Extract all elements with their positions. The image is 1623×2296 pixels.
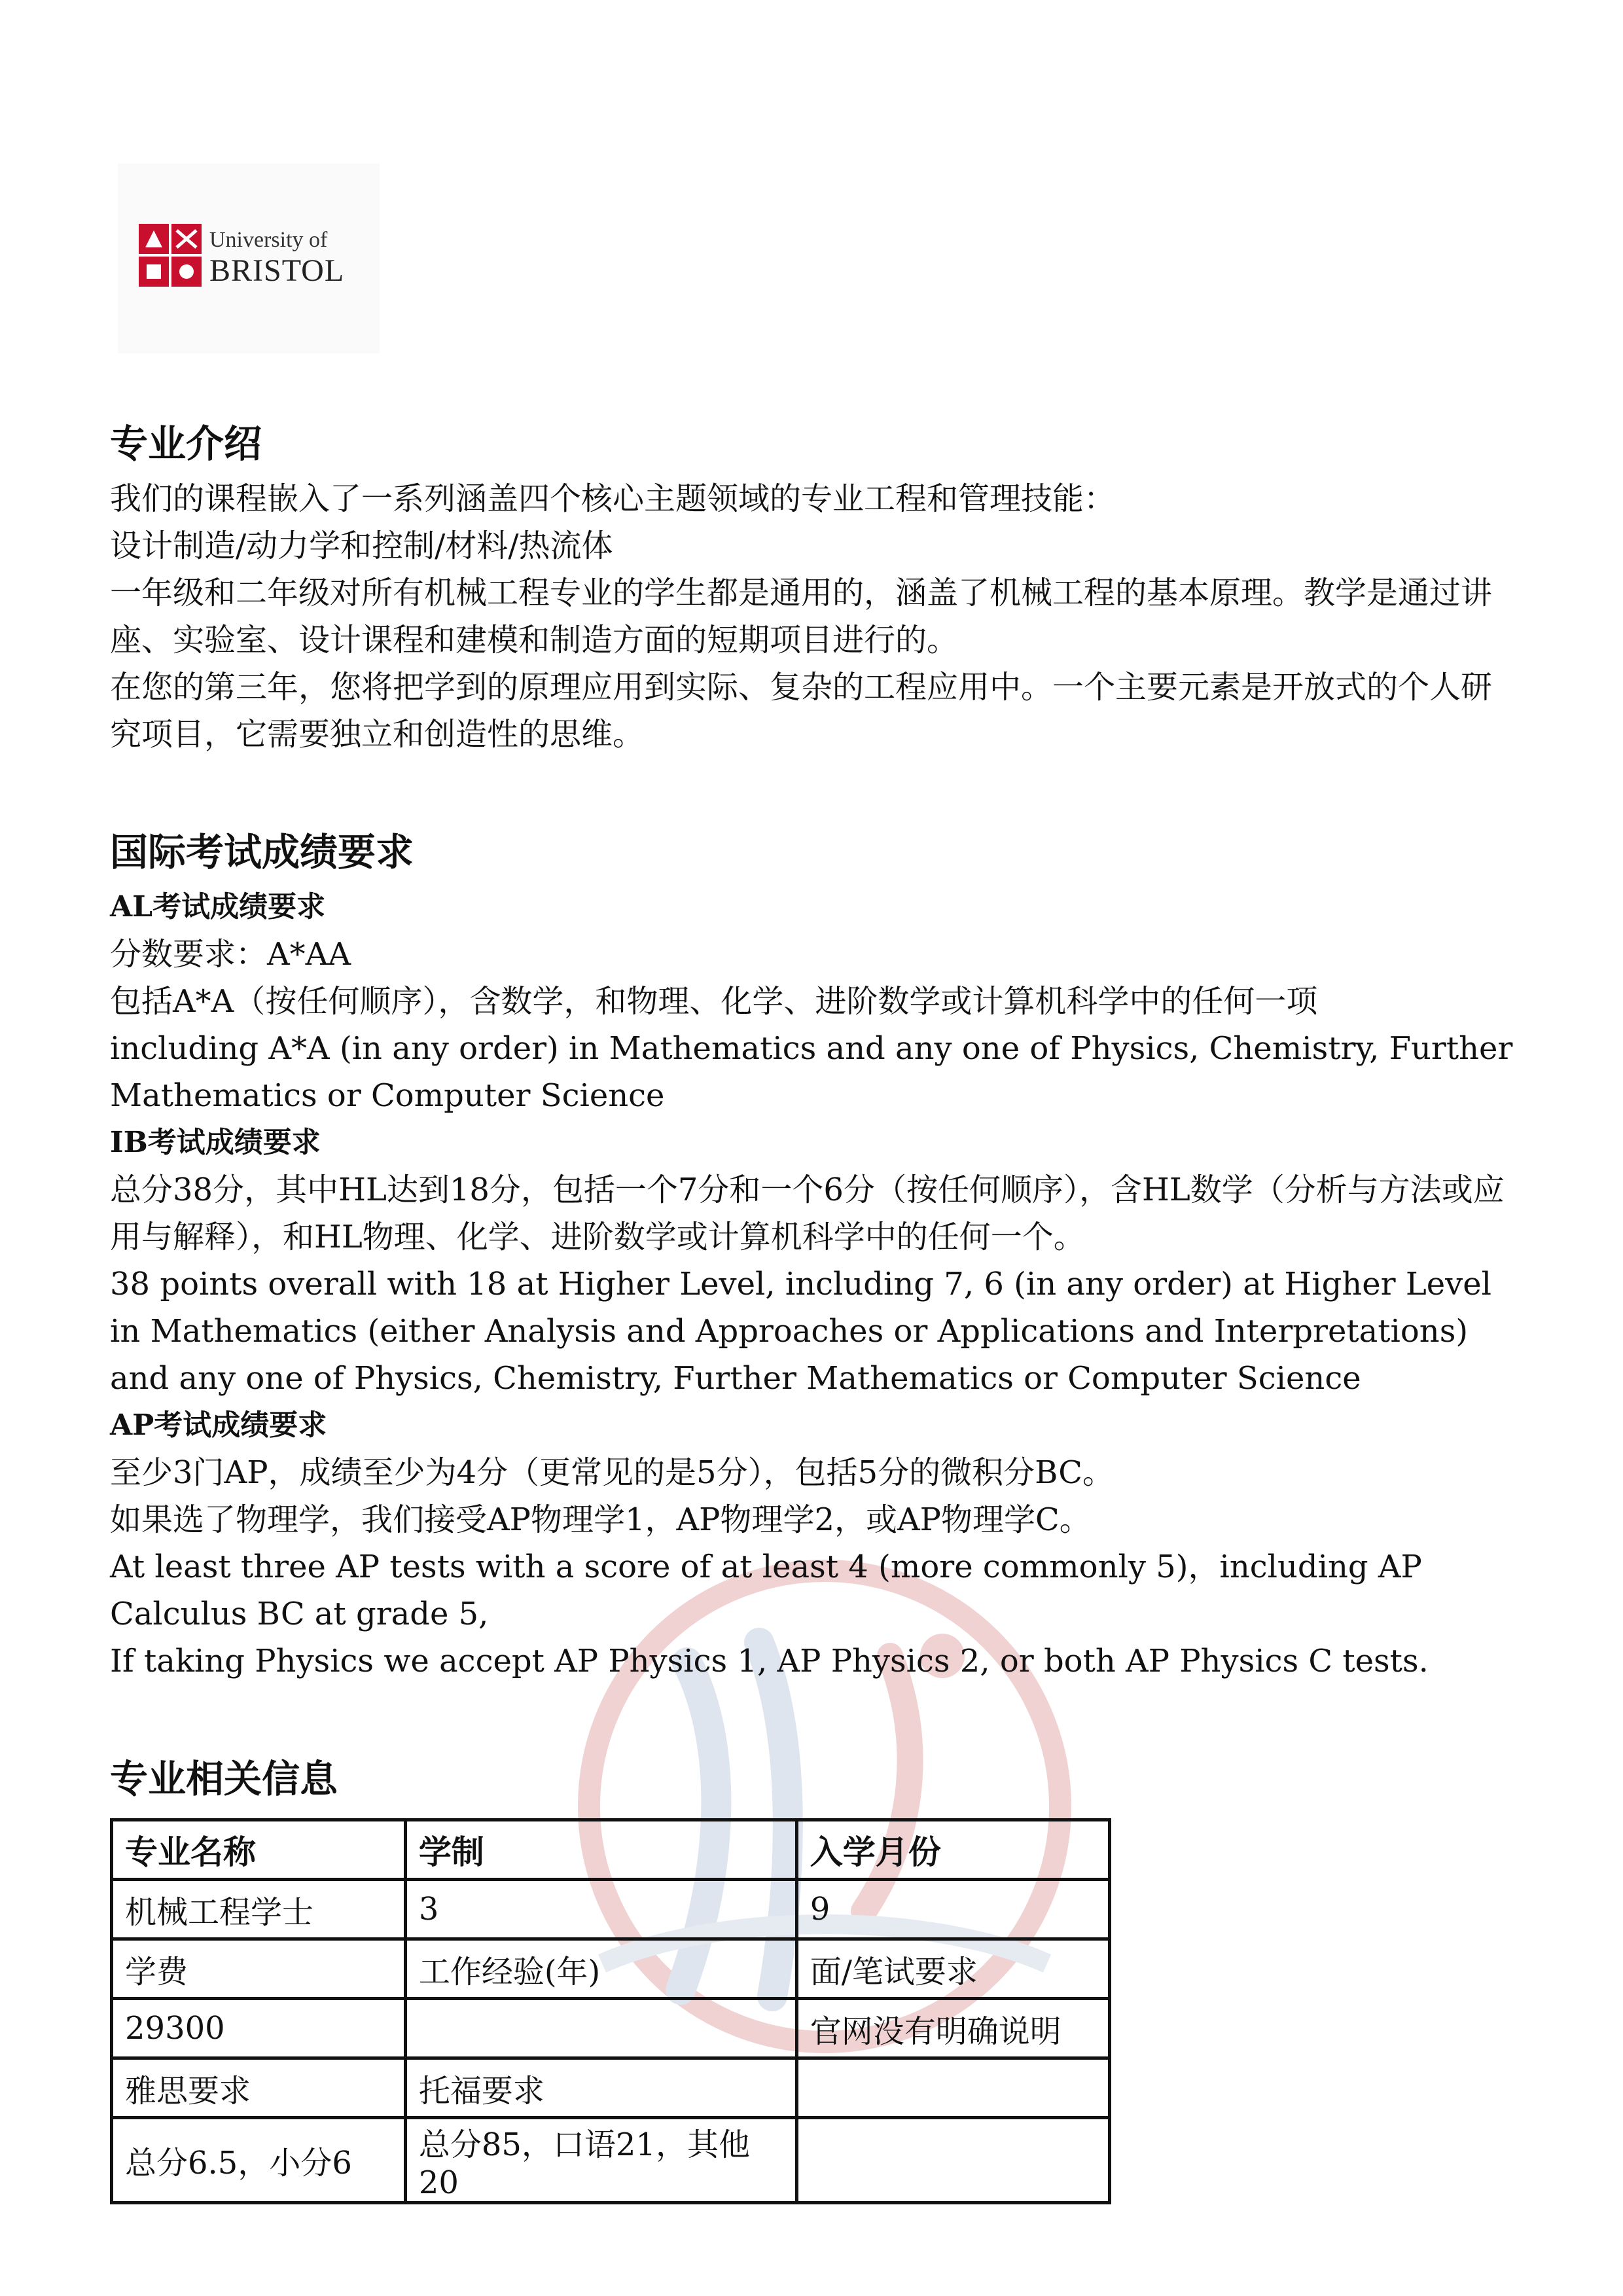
table-cell: 9 [796, 1880, 1109, 1939]
table-header-cell: 专业名称 [112, 1820, 406, 1880]
table-cell: 29300 [112, 1999, 406, 2058]
ap-line: If taking Physics we accept AP Physics 1, AP Physics 2, or both AP Physics C tests. [110, 1643, 1429, 1679]
table-header-cell: 学制 [405, 1820, 796, 1880]
table-row [112, 2058, 1110, 2118]
table-cell: 学费 [112, 1939, 406, 1999]
ap-line: At least three AP tests with a score of at least 4 (more commonly 5)，including AP Calculus BC at grade 5, [110, 1549, 1422, 1632]
section-title-intro: 专业介绍 [110, 422, 262, 466]
table-header-cell: 入学月份 [796, 1820, 1109, 1880]
table-cell: 雅思要求 [112, 2058, 406, 2118]
ib-line: 38 points overall with 18 at Higher Level, including 7, 6 (in any order) at Higher Level in Mathematics (either Analysis and Approaches or Applications and Interpretations) and any one of Physics, Chemistry, Further Mathematics or Computer Science [110, 1266, 1491, 1397]
logo-line-1: University of [209, 228, 328, 252]
table-cell [796, 2058, 1109, 2118]
table-cell [796, 2118, 1109, 2203]
intro-paragraph: 设计制造/动力学和控制/材料/热流体 [110, 528, 613, 564]
table-cell: 机械工程学士 [112, 1880, 406, 1939]
al-line: 分数要求：A*AA [110, 936, 351, 973]
table-cell: 3 [405, 1880, 796, 1939]
table-cell: 托福要求 [405, 2058, 796, 2118]
ib-subtitle: IB考试成绩要求 [110, 1126, 321, 1159]
table-cell: 总分85，口语21，其他20 [405, 2118, 796, 2203]
ap-line: 至少3门AP，成绩至少为4分（更常见的是5分），包括5分的微积分BC。 [110, 1454, 1115, 1491]
program-info-table [110, 1818, 1111, 2204]
university-logo [118, 164, 380, 353]
section-title-exam: 国际考试成绩要求 [110, 830, 414, 874]
table-cell: 总分6.5，小分6 [112, 2118, 406, 2203]
intro-paragraph: 一年级和二年级对所有机械工程专业的学生都是通用的，涵盖了机械工程的基本原理。教学是通过讲座、实验室、设计课程和建模和制造方面的短期项目进行的。 [110, 575, 1493, 658]
table-cell: 工作经验(年) [405, 1939, 796, 1999]
ib-line: 总分38分，其中HL达到18分，包括一个7分和一个6分（按任何顺序），含HL数学（分析与方法或应用与解释），和HL物理、化学、进阶数学或计算机科学中的任何一个。 [110, 1172, 1505, 1255]
table-row [112, 1880, 1110, 1939]
ap-subtitle: AP考试成绩要求 [110, 1408, 327, 1442]
al-subtitle: AL考试成绩要求 [110, 890, 326, 924]
table-header-row [112, 1820, 1110, 1880]
intro-paragraph: 我们的课程嵌入了一系列涵盖四个核心主题领域的专业工程和管理技能： [110, 480, 1116, 517]
table-row [112, 2118, 1110, 2203]
crest-icon [139, 224, 202, 287]
section-title-info: 专业相关信息 [110, 1757, 338, 1801]
ap-line: 如果选了物理学，我们接受AP物理学1，AP物理学2，或AP物理学C。 [110, 1501, 1091, 1538]
al-line: including A*A (in any order) in Mathematics and any one of Physics, Chemistry, Further Mathematics or Computer Science [110, 1030, 1513, 1114]
table-cell [405, 1999, 796, 2058]
table-row [112, 1939, 1110, 1999]
table-cell: 面/笔试要求 [796, 1939, 1109, 1999]
intro-paragraph: 在您的第三年，您将把学到的原理应用到实际、复杂的工程应用中。一个主要元素是开放式的个人研究项目，它需要独立和创造性的思维。 [110, 669, 1493, 753]
table-row [112, 1999, 1110, 2058]
table-cell: 官网没有明确说明 [796, 1999, 1109, 2058]
al-line: 包括A*A（按任何顺序），含数学，和物理、化学、进阶数学或计算机科学中的任何一项 [110, 983, 1318, 1020]
logo-line-2: BRISTOL [209, 253, 345, 288]
